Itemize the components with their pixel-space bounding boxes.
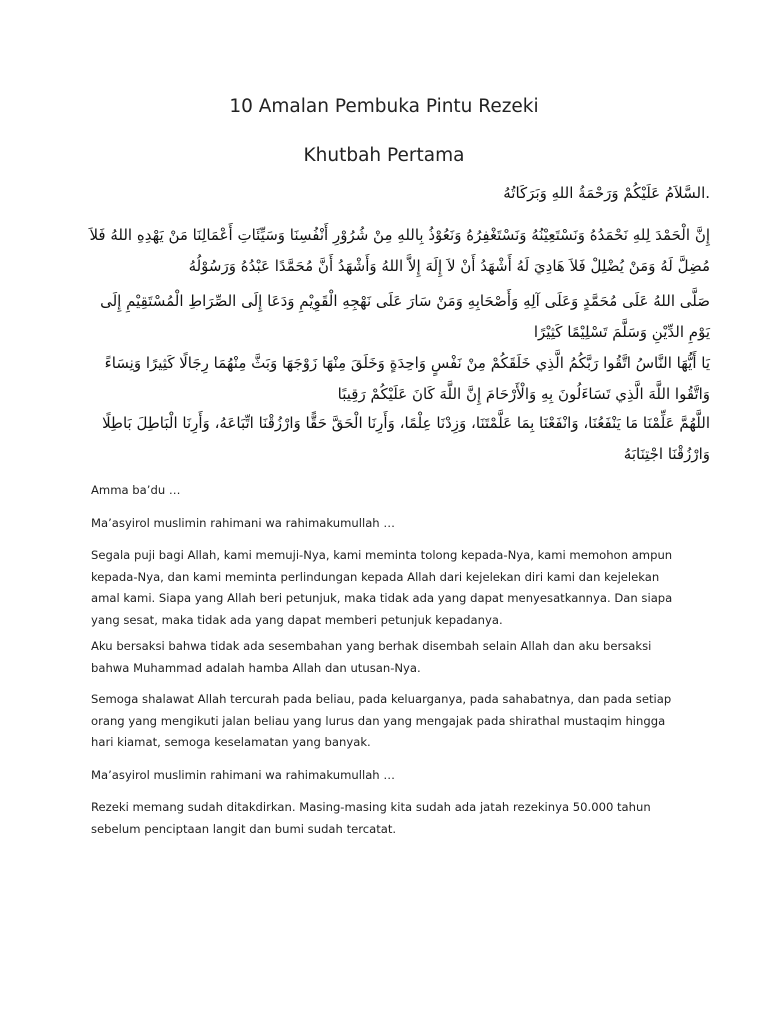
paragraph: Aku bersaksi bahwa tidak ada sesembahan yang berhak disembah selain Allah dan aku bersaksi bahwa Muhammad adalah hamba Allah dan utusan-Nya. [91, 639, 652, 675]
paragraph: Semoga shalawat Allah tercurah pada beliau, pada keluarganya, pada sahabatnya, dan pada setiap orang yang mengikuti jalan beliau yang lurus dan yang mengajak pada shirathal mustaqim hingga hari kiamat, semoga keselamatan yang banyak. [91, 692, 672, 749]
paragraph: Ma’asyirol muslimin rahimani wa rahimakumullah … [91, 768, 395, 782]
paragraph: Rezeki memang sudah ditakdirkan. Masing-masing kita sudah ada jatah rezekinya 50.000 tahun sebelum penciptaan langit dan bumi sudah tercatat. [91, 800, 651, 836]
arabic-opening-praise: إِنَّ الْحَمْدَ لِلهِ نَحْمَدُهُ وَنَسْتَعِيْنُهُ وَنَسْتَغْفِرُهُ وَنَعُوْذُ بِاللهِ مِنْ شُرُوْرِ أَنْفُسِنَا وَسَيِّئَاتِ أَعْمَالِنَا مَنْ يَهْدِهِ اللهُ فَلاَ مُضِلَّ لَهُ وَمَنْ يُضْلِلْ فَلاَ هَادِيَ لَهُ أَشْهَدُ أَنْ لاَ إِلَهَ إِلاَّ اللهُ وَأَشْهَدُ أَنَّ مُحَمَّدًا عَبْدُهُ وَرَسُوْلُهُ [89, 226, 710, 275]
paragraph: Ma’asyirol muslimin rahimani wa rahimakumullah … [91, 516, 395, 530]
arabic-supplication: اللَّهُمَّ عَلِّمْنَا مَا يَنْفَعُنَا، وَانْفَعْنَا بِمَا عَلَّمْتَنَا، وَزِدْنَا عِلْمًا، وَأَرِنَا الْحَقَّ حَقًّا وَارْزُقْنَا اتِّبَاعَهُ، وَأَرِنَا الْبَاطِلَ بَاطِلًا وَارْزُقْنَا اجْتِنَابَهُ [102, 414, 710, 463]
arabic-verse: يَا أَيُّهَا النَّاسُ اتَّقُوا رَبَّكُمُ الَّذِي خَلَقَكُمْ مِنْ نَفْسٍ وَاحِدَةٍ وَخَلَقَ مِنْهَا زَوْجَهَا وَبَثَّ مِنْهُمَا رِجَالًا كَثِيرًا وَنِسَاءً وَاتَّقُوا اللَّهَ الَّذِي تَسَاءَلُونَ بِهِ وَالْأَرْحَامَ إِنَّ اللَّهَ كَانَ عَلَيْكُمْ رَقِيبًا [104, 354, 710, 403]
arabic-greeting: .السَّلاَمُ عَلَيْكُمْ وَرَحْمَةُ اللهِ وَبَرَكَاتُهُ [503, 184, 710, 202]
arabic-salawat: صَلَّى اللهُ عَلَى مُحَمَّدٍ وَعَلَى آلِهِ وَأَصْحَابِهِ وَمَنْ سَارَ عَلَى نَهْجِهِ الْقَوِيْمِ وَدَعَا إِلَى الصِّرَاطِ الْمُسْتَقِيْمِ إِلَى يَوْمِ الدِّيْنِ وَسَلَّمَ تَسْلِيْمًا كَثِيْرًا [100, 292, 710, 341]
section-title: Khutbah Pertama [303, 145, 465, 166]
paragraph: Amma ba’du … [91, 483, 181, 497]
document-title: 10 Amalan Pembuka Pintu Rezeki [229, 96, 539, 117]
paragraph: Segala puji bagi Allah, kami memuji-Nya, kami meminta tolong kepada-Nya, kami memohon ampun kepada-Nya, dan kami meminta perlindungan kepada Allah dari kejelekan diri kami dan kejelekan amal kami. Siapa yang Allah beri petunjuk, maka tidak ada yang dapat menyesatkannya. Dan siapa yang sesat, maka tidak ada yang dapat memberi petunjuk kepadanya. [91, 548, 673, 627]
